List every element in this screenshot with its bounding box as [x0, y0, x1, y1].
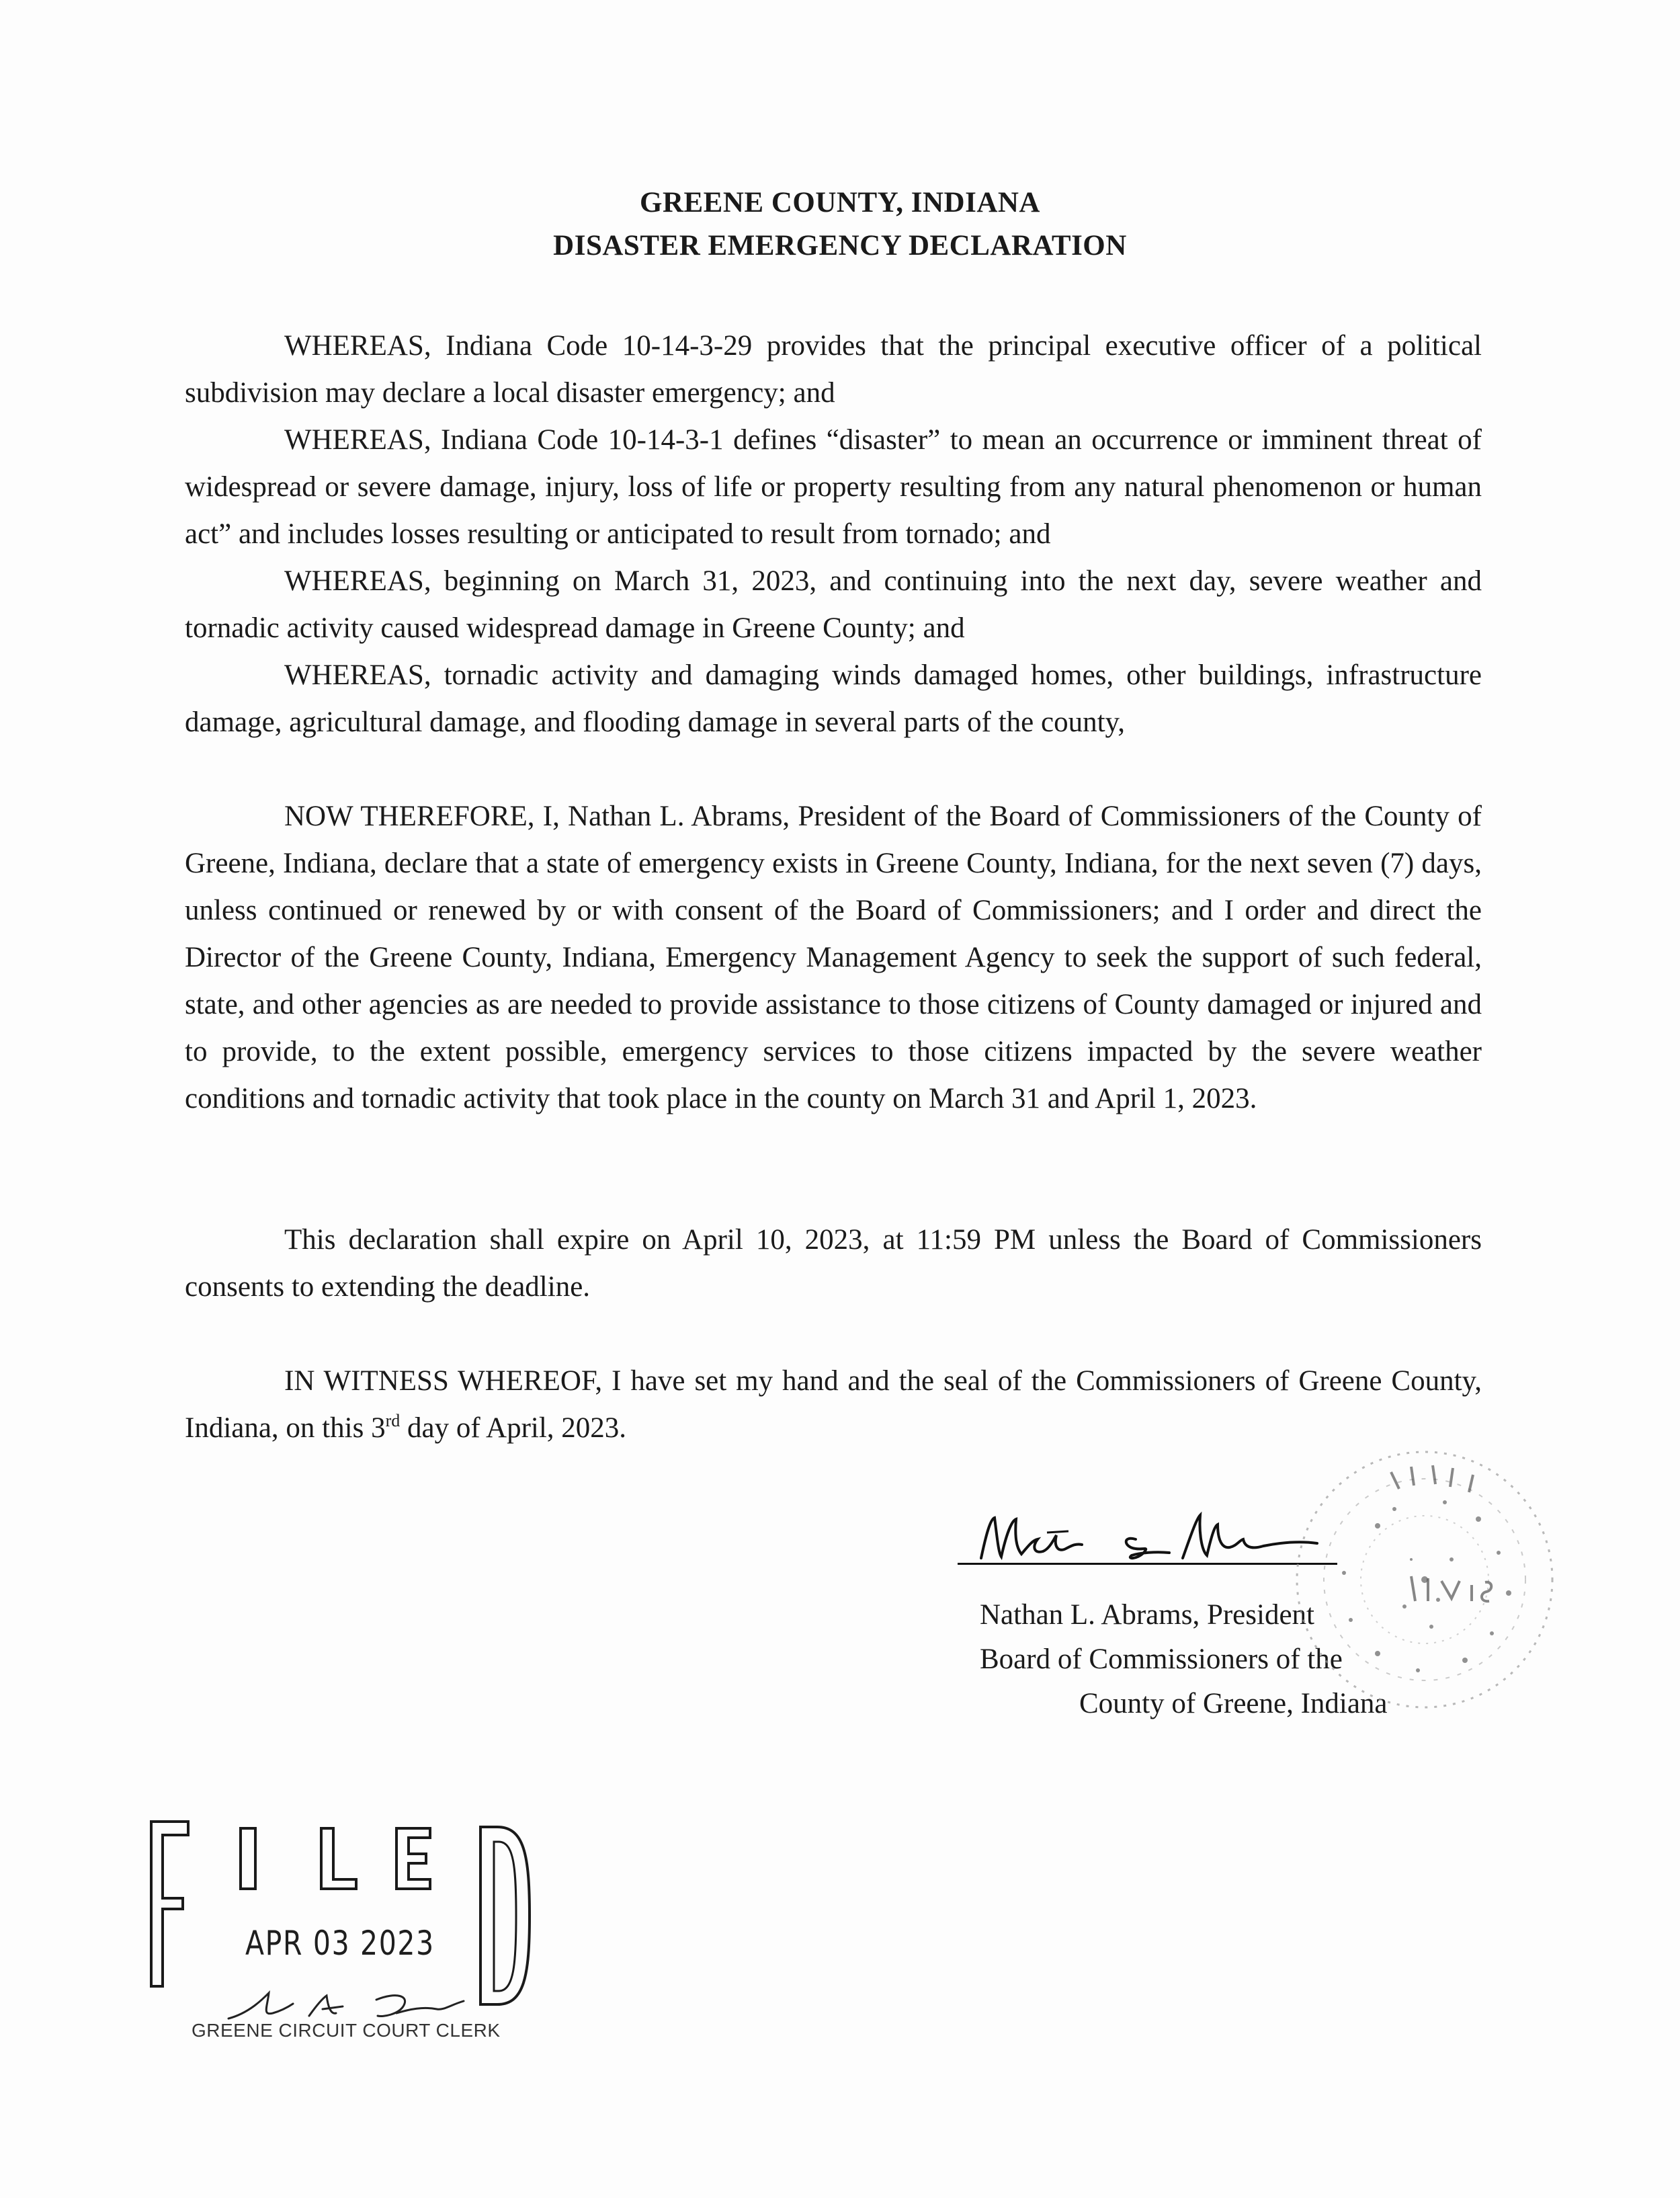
- filed-date: APR 03 2023: [245, 1924, 435, 1963]
- whereas-clauses: [185, 323, 1482, 746]
- whereas-clause: WHEREAS, tornadic activity and damaging winds damaged homes, other buildings, infrastructure damage, agricultural damage, and flooding damage in several parts of the county,: [185, 659, 1482, 738]
- signer-board: Board of Commissioners of the: [980, 1643, 1343, 1675]
- signer-county: County of Greene, Indiana: [1079, 1688, 1388, 1719]
- expiration-clause: [185, 1217, 1482, 1311]
- clerk-label: GREENE CIRCUIT COURT CLERK: [192, 2020, 501, 2041]
- expiration-paragraph: This declaration shall expire on April 10, 2023, at 11:59 PM unless the Board of Commissioners consents to extending the deadline.: [185, 1224, 1482, 1303]
- signer-name: Nathan L. Abrams, President: [980, 1599, 1314, 1631]
- title-declaration: DISASTER EMERGENCY DECLARATION: [553, 230, 1127, 261]
- document-title: [0, 181, 1680, 268]
- county-seal-emboss: [1277, 1425, 1572, 1734]
- now-therefore-paragraph: NOW THEREFORE, I, Nathan L. Abrams, President of the Board of Commissioners of the County of Greene, Indiana, declare that a state of emergency exists in Greene County, Indiana, for the next seven (7) days, unless continued or renewed by or with consent of the Board of Commissioners; and I order and direct the Director of the Greene County, Indiana, Emergency Management Agency to seek the support of such federal, state, and other agencies as are needed to provide assistance to those citizens of County damaged or injured and to provide, to the extent possible, emergency services to those citizens impacted by the severe weather conditions and tornadic activity that took place in the county on March 31 and April 1, 2023.: [185, 801, 1482, 1114]
- title-county: GREENE COUNTY, INDIANA: [640, 187, 1040, 218]
- witness-paragraph: IN WITNESS WHEREOF, I have set my hand and the seal of the Commissioners of Greene County, Indiana, on this 3rd day of April, 2023.: [185, 1365, 1482, 1444]
- declaration-clause: [185, 793, 1482, 1123]
- whereas-clause: WHEREAS, beginning on March 31, 2023, and continuing into the next day, severe weather and tornadic activity caused widespread damage in Greene County; and: [185, 565, 1482, 644]
- whereas-clause: WHEREAS, Indiana Code 10-14-3-29 provides that the principal executive officer of a political subdivision may declare a local disaster emergency; and: [185, 330, 1482, 409]
- whereas-clause: WHEREAS, Indiana Code 10-14-3-1 defines “disaster” to mean an occurrence or imminent threat of widespread or severe damage, injury, loss of life or property resulting from any natural phenomenon or human act” and includes losses resulting or anticipated to result from tornado; and: [185, 424, 1482, 550]
- filed-stamp: [148, 1815, 564, 2010]
